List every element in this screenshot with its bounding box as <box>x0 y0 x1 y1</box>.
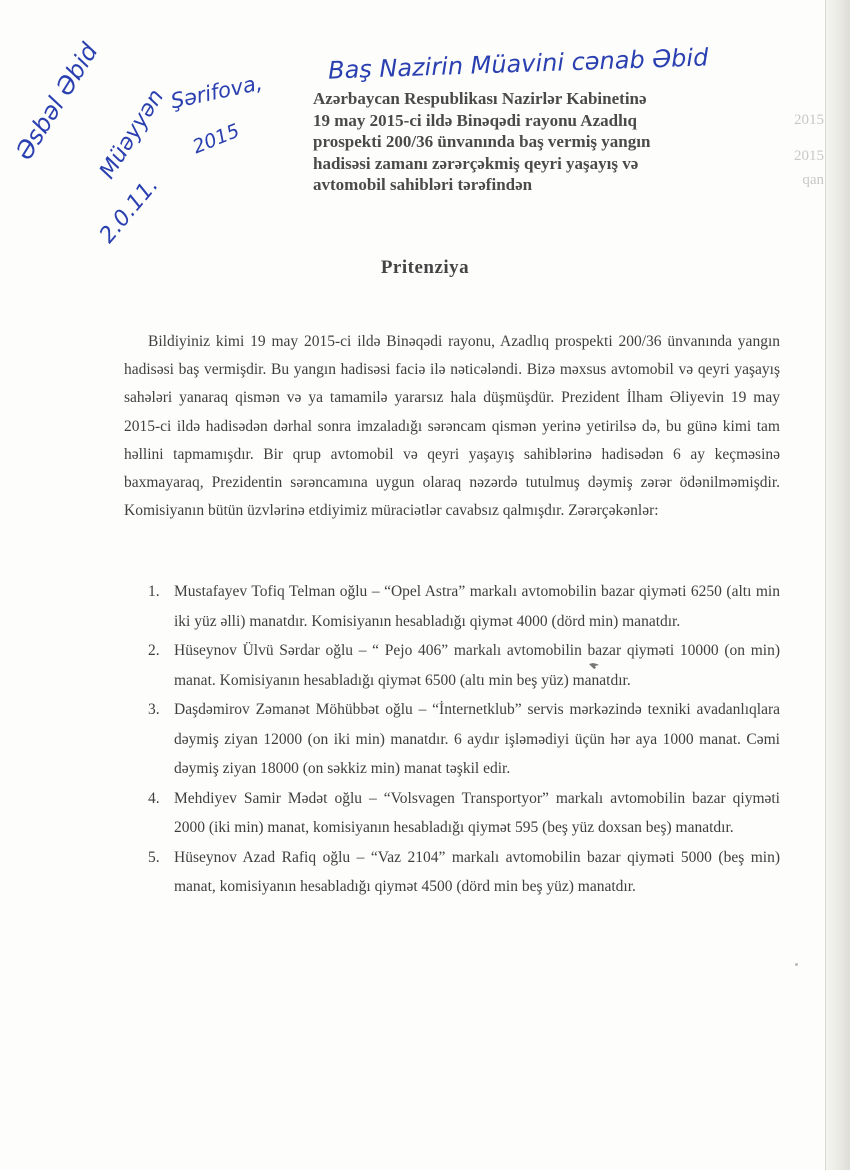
header-line: hadisəsi zamanı zərərçəkmiş qeyri yaşayış və <box>313 153 639 173</box>
handwritten-margin-note-2: Müəyyən <box>95 85 170 184</box>
list-item-number: 2. <box>148 642 160 659</box>
header-line: Azərbaycan Respublikası Nazirlər Kabinetinə <box>313 89 647 108</box>
bleed-through-text: 2015 <box>794 112 824 128</box>
header-line: 19 may 2015-ci ildə Binəqədi rayonu Azadlıq <box>313 110 637 130</box>
intro-text: Bildiyiniz kimi 19 may 2015-ci ildə Binəqədi rayonu, Azadlıq prospekti 200/36 ünvanında yangın hadisəsi baş vermişdir. Bu yangın hadisəsi faciə ilə nəticələndi. Bizə məxsus avtomobil və qeyri yaşayış sahələri yanaraq qismən və ya tamamilə yararsız hala düşmüşdür. Prezident İlham Əliyevin 19 may 2015-ci ildə hadisədən dərhal sonra imzaladığı sərəncam qismən yerinə yetirilsə də, bu günə kimi tam həllini tapmamışdır. Bir qrup avtomobil və qeyri yaşayış sahiblərinə hadisədən 6 ay keçməsinə baxmayaraq, Prezidentin sərəncamına uygun olaraq nəzərdə tutulmuş dəymiş zərər ödənilməmişdir. Komisiyanın bütün üzvlərinə etdiyimiz müraciətlər cavabsız qalmışdır. Zərərçəkənlər: <box>124 333 780 520</box>
header-line: avtomobil sahibləri tərəfindən <box>313 175 533 194</box>
intro-paragraph <box>124 328 780 525</box>
handwritten-year: 2015 <box>189 119 243 159</box>
list-item-number: 4. <box>148 789 160 807</box>
list-item-number: 1. <box>148 583 160 600</box>
list-item-text: Hüseynov Azad Rafiq oğlu – “Vaz 2104” markalı avtomobilin bazar qiyməti 5000 (beş min) manat, komisiyanın hesabladığı qiymət 4500 (dörd min beş yüz) manatdır. <box>174 848 780 895</box>
list-item-text: Daşdəmirov Zəmanət Möhübbət oğlu – “İnternetklub” servis mərkəzində texniki avadanlıqlara dəymiş ziyan 12000 (on iki min) manatdır. 6 aydır işləmədiyi üçün hər aya 1000 manat. Cəmi dəymiş ziyan 18000 (on səkkiz min) manat təşkil edir. <box>174 701 780 777</box>
header-line: prospekti 200/36 ünvanında baş vermiş yangın <box>313 132 651 151</box>
handwritten-resolution-top: Baş Nazirin Müavini cənab Əbid <box>327 43 709 85</box>
bleed-through-text: qan <box>802 172 824 188</box>
ink-smudge-icon <box>588 662 600 670</box>
handwritten-date: 2.0.11. <box>95 173 164 249</box>
victims-list <box>124 577 780 902</box>
list-item-text: Mustafayev Tofiq Telman oğlu – “Opel Astra” markalı avtomobilin bazar qiyməti 6250 (altı min iki yüz əlli) manatdır. Komisiyanın hesabladığı qiymət 4000 (dörd min) manatdır. <box>174 583 780 630</box>
document-title: Pritenziya <box>380 257 470 278</box>
handwritten-margin-note-1: Əsbəl Əbid <box>10 38 104 165</box>
list-item-number: 3. <box>148 701 160 718</box>
list-item-text: Hüseynov Ülvü Sərdar oğlu – “ Pejo 406” markalı avtomobilin bazar qiyməti 10000 (on min) manat. Komisiyanın hesabladığı qiymət 6500 (altı min beş yüz) manatdır. <box>174 642 780 689</box>
list-item-number: 5. <box>148 848 160 866</box>
handwritten-name: Şərifova, <box>168 70 265 114</box>
bleed-through-text: 2015 <box>794 148 824 164</box>
list-item-text: Mehdiyev Samir Mədət oğlu – “Volsvagen Transportyor” markalı avtomobilin bazar qiyməti 2000 (iki min) manat, komisiyanın hesabladığı qiymət 595 (beş yüz doxsan beş) manatdır. <box>174 789 780 836</box>
list-item <box>124 577 780 636</box>
scan-page-edge <box>825 0 850 1170</box>
list-item <box>124 636 780 695</box>
list-item <box>124 843 780 902</box>
list-item <box>124 784 780 843</box>
list-item <box>124 695 780 784</box>
addressee-header <box>313 88 773 196</box>
scan-speck <box>795 963 798 966</box>
